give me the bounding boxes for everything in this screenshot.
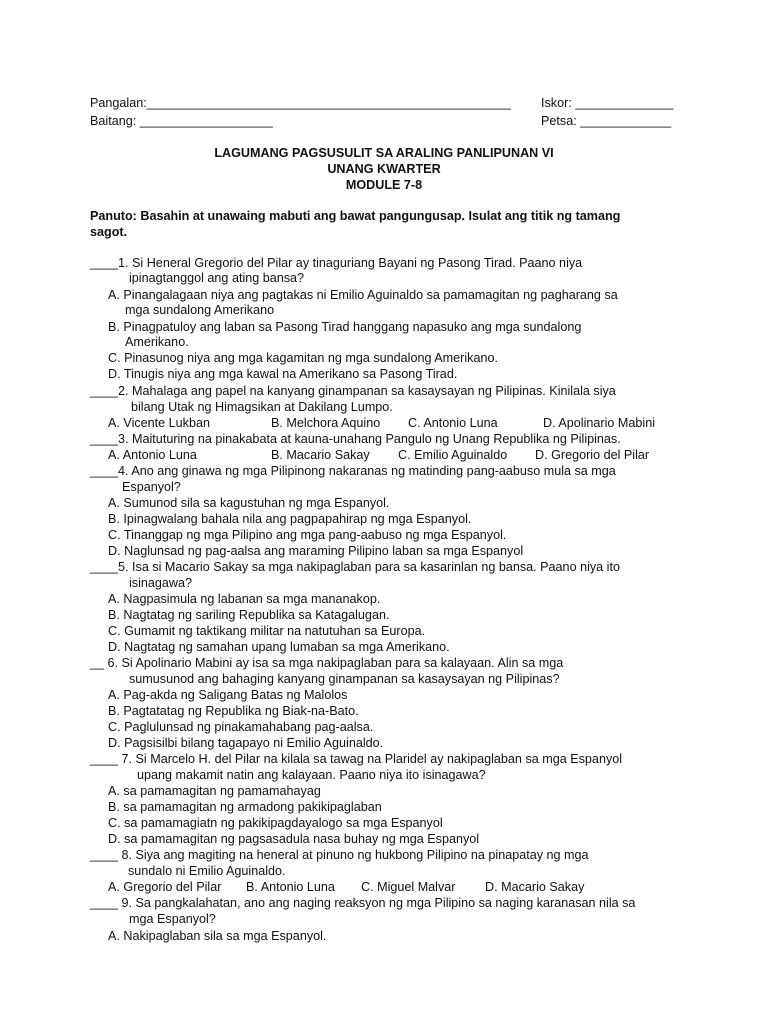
choice: D. Nagtatag ng samahan upang lumaban sa mga Amerikano. <box>108 640 450 654</box>
choice: A. Nagpasimula ng labanan sa mga mananakop. <box>108 592 381 606</box>
choice: B. Pinagpatuloy ang laban sa Pasong Tirad hanggang napasuko ang mga sundalong <box>108 320 582 334</box>
question-8: ____ 8. Siya ang magiting na heneral at pinuno ng hukbong Pilipino na pinapatay ng mga <box>90 848 589 862</box>
choice: A. Vicente Lukban <box>108 416 210 430</box>
choice: B. Antonio Luna <box>246 880 335 894</box>
score-field: Iskor: ______________ <box>541 96 674 110</box>
question-4: ____4. Ano ang ginawa ng mga Pilipinong nakaranas ng matinding pang-aabuso mula sa mga <box>90 464 616 478</box>
choice: A. Gregorio del Pilar <box>108 880 222 894</box>
quarter-title: UNANG KWARTER <box>327 162 441 176</box>
question-9: ____ 9. Sa pangkalahatan, ano ang naging reaksyon ng mga Pilipino sa naging karanasan nila sa <box>90 896 636 910</box>
instructions-line: Panuto: Basahin at unawaing mabuti ang bawat pangungusap. Isulat ang titik ng tamang <box>90 209 621 223</box>
choice: C. Gumamit ng taktikang militar na natutuhan sa Europa. <box>108 624 426 638</box>
choice: A. Pag-akda ng Saligang Batas ng Malolos <box>108 688 348 702</box>
choice: C. Tinanggap ng mga Pilipino ang mga pang-aabuso ng mga Espanyol. <box>108 528 507 542</box>
choice: A. sa pamamagitan ng pamamahayag <box>108 784 321 798</box>
question-6-cont: sumusunod ang bahaging kanyang ginampanan sa kasaysayan ng Pilipinas? <box>129 672 560 686</box>
question-4-cont: Espanyol? <box>122 480 181 494</box>
choice: B. Ipinagwalang bahala nila ang pagpapahirap ng mga Espanyol. <box>108 512 472 526</box>
choice: D. Tinugis niya ang mga kawal na Amerikano sa Pasong Tirad. <box>108 367 458 381</box>
choice: A. Sumunod sila sa kagustuhan ng mga Espanyol. <box>108 496 390 510</box>
choice: C. Pinasunog niya ang mga kagamitan ng mga sundalong Amerikano. <box>108 351 498 365</box>
choice: D. Pagsisilbi bilang tagapayo ni Emilio Aguinaldo. <box>108 736 384 750</box>
choice-cont: mga sundalong Amerikano <box>125 303 275 317</box>
choice: C. sa pamamagiatn ng pakikipagdayalogo sa mga Espanyol <box>108 816 443 830</box>
module-title: MODULE 7-8 <box>345 178 423 192</box>
question-5: ____5. Isa si Macario Sakay sa mga nakipaglaban para sa kasarinlan ng bansa. Paano niya ito <box>90 560 620 574</box>
question-7: ____ 7. Si Marcelo H. del Pilar na kilala sa tawag na Plaridel ay nakipaglaban sa mga Espanyol <box>90 752 623 766</box>
instructions-line: sagot. <box>90 225 128 239</box>
choice: B. Melchora Aquino <box>271 416 381 430</box>
choice: D. sa pamamagitan ng pagsasadula nasa buhay ng mga Espanyol <box>108 832 480 846</box>
choice: A. Pinangalagaan niya ang pagtakas ni Emilio Aguinaldo sa pamamagitan ng pagharang sa <box>108 288 618 302</box>
question-8-cont: sundalo ni Emilio Aguinaldo. <box>128 864 286 878</box>
question-3: ____3. Maituturing na pinakabata at kauna-unahang Pangulo ng Unang Republika ng Pilipinas. <box>90 432 621 446</box>
question-2-cont: bilang Utak ng Himagsikan at Dakilang Lumpo. <box>131 400 393 414</box>
question-5-cont: isinagawa? <box>129 576 193 590</box>
question-1: ____1. Si Heneral Gregorio del Pilar ay tinaguriang Bayani ng Pasong Tirad. Paano niya <box>90 256 583 270</box>
question-7-cont: upang makamit natin ang kalayaan. Paano niya ito isinagawa? <box>137 768 486 782</box>
choice: D. Gregorio del Pilar <box>535 448 650 462</box>
choice: C. Paglulunsad ng pinakamahabang pag-aalsa. <box>108 720 374 734</box>
choice: A. Nakipaglaban sila sa mga Espanyol. <box>108 929 327 943</box>
choice: D. Naglunsad ng pag-aalsa ang maraming Pilipino laban sa mga Espanyol <box>108 544 524 558</box>
choice: B. sa pamamagitan ng armadong pakikipaglaban <box>108 800 382 814</box>
quiz-title: LAGUMANG PAGSUSULIT SA ARALING PANLIPUNAN VI <box>214 146 554 160</box>
choice-cont: Amerikano. <box>125 335 189 349</box>
question-6: __ 6. Si Apolinario Mabini ay isa sa mga nakipaglaban para sa kalayaan. Alin sa mga <box>90 656 564 670</box>
choice: D. Macario Sakay <box>485 880 585 894</box>
choice: A. Antonio Luna <box>108 448 197 462</box>
question-1-cont: ipinagtanggol ang ating bansa? <box>129 271 305 285</box>
grade-field: Baitang: ___________________ <box>90 114 273 128</box>
choice: B. Macario Sakay <box>271 448 370 462</box>
choice: C. Antonio Luna <box>408 416 498 430</box>
question-2: ____2. Mahalaga ang papel na kanyang ginampanan sa kasaysayan ng Pilipinas. Kinilala siya <box>90 384 616 398</box>
choice: B. Nagtatag ng sariling Republika sa Katagalugan. <box>108 608 390 622</box>
date-field: Petsa: _____________ <box>541 114 672 128</box>
choice: C. Emilio Aguinaldo <box>398 448 508 462</box>
name-field: Pangalan:____________________________________________________ <box>90 96 511 110</box>
choice: D. Apolinario Mabini <box>543 416 656 430</box>
question-9-cont: mga Espanyol? <box>129 912 216 926</box>
choice: B. Pagtatatag ng Republika ng Biak-na-Bato. <box>108 704 359 718</box>
choice: C. Miguel Malvar <box>361 880 456 894</box>
